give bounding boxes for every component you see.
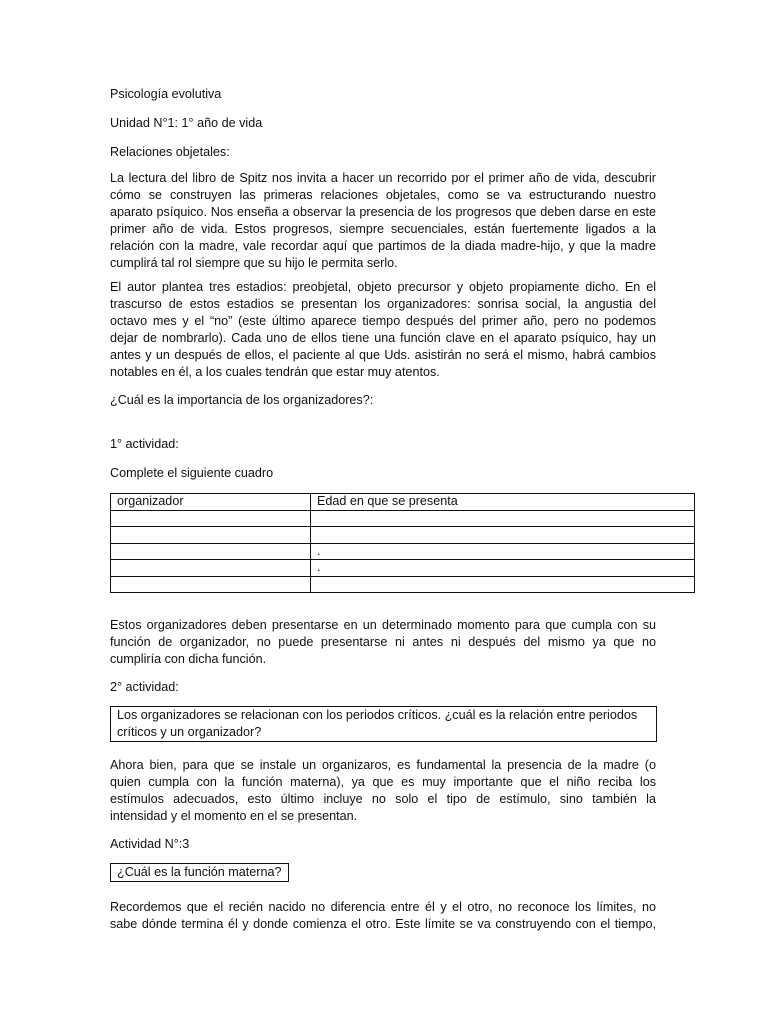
table-cell[interactable] xyxy=(311,510,695,527)
table-row xyxy=(111,576,695,593)
paragraph-estadios xyxy=(110,279,656,381)
paragraph-line: cómo se construyen las primeras relaciones objetales, como se va estructurando nuestro xyxy=(110,188,656,202)
paragraph-line: función de organizador, no puede presentarse ni antes ni después del mismo ya que no xyxy=(110,635,656,649)
table-cell[interactable]: . xyxy=(311,543,695,560)
paragraph-line: cumplirá tal rol siempre que su hijo le permita serlo. xyxy=(110,256,398,270)
paragraph-line: dejar de nombrarlo). Cada uno de ellos tiene una función clave en el aparato psíquico, hay un xyxy=(110,331,656,345)
box-line: críticos y un organizador? xyxy=(117,725,262,739)
activity2-question-box xyxy=(110,706,657,742)
organizers-table xyxy=(110,493,695,593)
paragraph-line: La lectura del libro de Spitz nos invita a hacer un recorrido por el primer año de vida, descubrir xyxy=(110,171,656,185)
table-cell[interactable] xyxy=(111,527,311,544)
unit-title: Unidad N°1: 1° año de vida xyxy=(110,116,263,130)
table-cell[interactable] xyxy=(311,527,695,544)
paragraph-madre xyxy=(110,757,656,825)
table-header-row xyxy=(111,494,695,511)
box-text: ¿Cuál es la función materna? xyxy=(117,865,282,879)
table-header-organizador: organizador xyxy=(111,494,311,511)
paragraph-line: cumpliría con dicha función. xyxy=(110,652,267,666)
paragraph-line: primer año de vida. Estos progresos, siempre secuenciales, están fuertemente ligados a la xyxy=(110,222,656,236)
table-cell[interactable] xyxy=(111,576,311,593)
table-cell[interactable] xyxy=(111,510,311,527)
paragraph-line: estímulos adecuados, esto último incluye no solo el tipo de estímulo, sino también la xyxy=(110,792,656,806)
paragraph-line: aparato psíquico. Nos enseña a observar la presencia de los progresos que deben darse en este xyxy=(110,205,656,219)
activity3-title: Actividad N°:3 xyxy=(110,837,190,851)
box-line: Los organizadores se relacionan con los periodos críticos. ¿cuál es la relación entre periodos xyxy=(117,708,638,722)
paragraph-line: quien cumpla con la función materna), ya que es muy importante que el niño reciba los xyxy=(110,775,656,789)
paragraph-line: sabe dónde termina él y donde comienza el otro. Este límite se va construyendo con el tiempo, xyxy=(110,917,656,931)
paragraph-line: intensidad y el momento en el se presentan. xyxy=(110,809,358,823)
activity2-title: 2° actividad: xyxy=(110,680,179,694)
paragraph-line: antes y un después de ellos, el paciente al que Uds. asistirán no será el mismo, habrá cambios xyxy=(110,348,656,362)
table-row xyxy=(111,510,695,527)
paragraph-line: octavo mes y el “no” (este último aparece tiempo después del primer año, pero no podemos xyxy=(110,314,656,328)
paragraph-line: Ahora bien, para que se instale un organizaros, es fundamental la presencia de la madre (o xyxy=(110,758,656,772)
paragraph-line: notables en él, a los cuales tendrán que estar muy atentos. xyxy=(110,365,440,379)
table-cell[interactable] xyxy=(111,543,311,560)
paragraph-line: Recordemos que el recién nacido no diferencia entre él y el otro, no reconoce los límites, no xyxy=(110,900,656,914)
table-header-edad: Edad en que se presenta xyxy=(311,494,695,511)
paragraph-line: trascurso de estos estadios se presentan los organizadores: sonrisa social, la angustia del xyxy=(110,297,656,311)
table-row xyxy=(111,543,695,560)
paragraph-line: Estos organizadores deben presentarse en un determinado momento para que cumpla con su xyxy=(110,618,656,632)
table-cell[interactable]: . xyxy=(311,560,695,577)
activity1-instruction: Complete el siguiente cuadro xyxy=(110,466,274,480)
paragraph-line: relación con la madre, vale recordar aquí que partimos de la diada madre-hijo, y que la madre xyxy=(110,239,656,253)
table-row xyxy=(111,560,695,577)
paragraph-spitz xyxy=(110,170,656,272)
table-cell[interactable] xyxy=(111,560,311,577)
paragraph-recien-nacido xyxy=(110,899,656,933)
section-title: Relaciones objetales: xyxy=(110,145,230,159)
table-row xyxy=(111,527,695,544)
activity1-title: 1° actividad: xyxy=(110,437,179,451)
activity3-question-box xyxy=(110,863,289,882)
subject-title: Psicología evolutiva xyxy=(110,87,222,101)
paragraph-momento xyxy=(110,617,656,668)
table-cell[interactable] xyxy=(311,576,695,593)
paragraph-line: El autor plantea tres estadios: preobjetal, objeto precursor y objeto propiamente dicho. En el xyxy=(110,280,656,294)
question-importancia: ¿Cuál es la importancia de los organizadores?: xyxy=(110,393,374,407)
